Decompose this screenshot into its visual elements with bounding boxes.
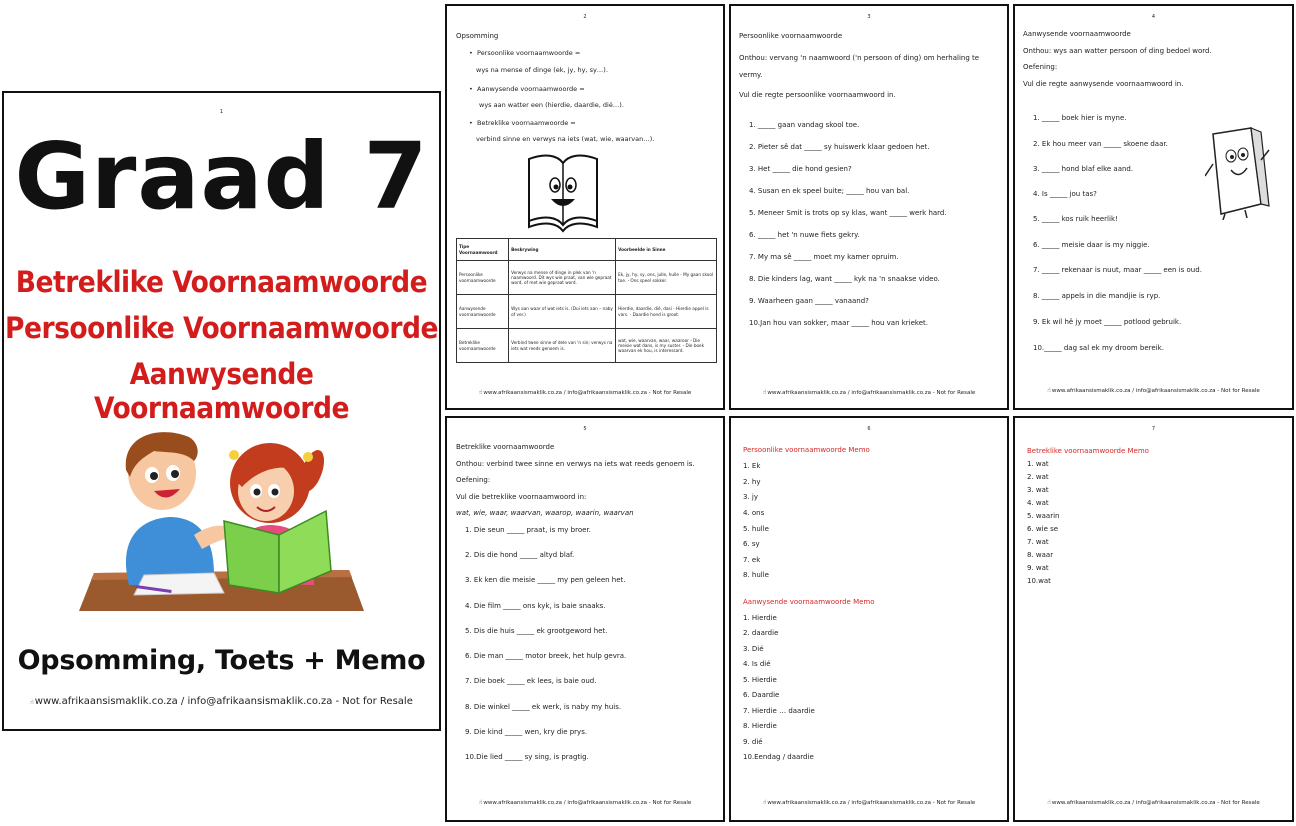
memo-answer: 10.wat bbox=[1027, 577, 1051, 585]
exercise-item: 2. Ek hou meer van _____ skoene daar. bbox=[1033, 140, 1168, 148]
memo-answer: 3. wat bbox=[1027, 486, 1049, 494]
memo-answer: 1. wat bbox=[1027, 460, 1049, 468]
summary-page bbox=[445, 4, 725, 410]
exercise-item: 8. Die winkel _____ ek werk, is naby my huis. bbox=[465, 703, 622, 711]
table-header: Voorbeelde in Sinne bbox=[616, 239, 717, 261]
page-number: 1 bbox=[219, 109, 224, 115]
page-heading: Aanwysende voornaamwoorde bbox=[1023, 30, 1131, 38]
cover-bottom-text: Opsomming, Toets + Memo bbox=[17, 645, 426, 676]
page-footer: ☝www.afrikaansismaklik.co.za / info@afrikaansismaklik.co.za - Not for Resale bbox=[478, 389, 692, 396]
exercise-item: 10.Die lied _____ sy sing, is pragtig. bbox=[465, 753, 589, 761]
memo-heading: Betreklike voornaamwoorde Memo bbox=[1027, 447, 1149, 455]
memo-answer: 8. waar bbox=[1027, 551, 1054, 559]
table-cell: Ek, jy, hy, sy, ons, julle, hulle - My gaan skool toe. - Ons speel sokker. bbox=[616, 261, 717, 295]
table-cell: wat, wie, waarvan, waar, waaroor - Die meisie wat dans, is my suster. - Die boek waarvan ek hou, is interessant. bbox=[616, 329, 717, 363]
page-footer: ☝www.afrikaansismaklik.co.za / info@afrikaansismaklik.co.za - Not for Resale bbox=[30, 696, 413, 707]
memo-answer: 2. daardie bbox=[743, 629, 779, 637]
exercise-item: 10.Jan hou van sokker, maar _____ hou van krieket. bbox=[749, 319, 929, 327]
instruction-text: Onthou: vervang 'n naamwoord ('n persoon of ding) om herhaling te bbox=[739, 54, 980, 62]
memo-answer: 2. wat bbox=[1027, 473, 1049, 481]
exercise-item: 7. _____ rekenaar is nuut, maar _____ een is oud. bbox=[1033, 266, 1202, 274]
memo-answer: 10.Eendag / daardie bbox=[743, 753, 814, 761]
hand-icon: ☝ bbox=[478, 799, 483, 806]
exercise-item: 7. Die boek _____ ek lees, is baie oud. bbox=[465, 677, 597, 685]
memo-answer: 7. ek bbox=[743, 556, 761, 564]
memo-answer: 1. Hierdie bbox=[743, 614, 777, 622]
exercise-item: 5. _____ kos ruik heerlik! bbox=[1033, 215, 1118, 223]
hand-icon: ☝ bbox=[762, 389, 767, 396]
memo-heading: Aanwysende voornaamwoorde Memo bbox=[743, 598, 875, 606]
hand-icon: ☝ bbox=[762, 799, 767, 806]
page-footer: ☝www.afrikaansismaklik.co.za / info@afrikaansismaklik.co.za - Not for Resale bbox=[1047, 387, 1260, 394]
hand-icon: ☝ bbox=[30, 699, 34, 706]
memo-answer: 6. Daardie bbox=[743, 691, 780, 699]
page-number: 5 bbox=[583, 426, 587, 432]
memo-answer: 3. Dié bbox=[743, 645, 764, 653]
exercise-item: 6. Die man _____ motor breek, het hulp gevra. bbox=[465, 652, 627, 660]
exercise-item: 9. Ek wil hê jy moet _____ potlood gebruik. bbox=[1033, 318, 1182, 326]
memo-answer: 9. dié bbox=[743, 738, 763, 746]
table-row bbox=[457, 261, 717, 295]
bullet-desc: wys na mense of dinge (ek, jy, hy, sy…). bbox=[476, 66, 608, 74]
exercise-item: 8. Die kinders lag, want _____ kyk na 'n snaakse video. bbox=[749, 275, 940, 283]
page-heading: Opsomming bbox=[456, 32, 499, 40]
cover-page bbox=[2, 91, 441, 731]
memo-answer: 5. hulle bbox=[743, 525, 769, 533]
section-label: Oefening: bbox=[1023, 63, 1058, 71]
exercise-item: 1. Die seun _____ praat, is my broer. bbox=[465, 526, 591, 534]
exercise-item: 10._____ dag sal ek my droom bereik. bbox=[1033, 344, 1164, 352]
table-cell: Aanwysende voornaamwoorde bbox=[457, 295, 509, 329]
table-header: Tipe Voornaamwoord bbox=[457, 239, 509, 261]
memo-answer: 8. Hierdie bbox=[743, 722, 777, 730]
exercise-item: 6. _____ het 'n nuwe fiets gekry. bbox=[749, 231, 860, 239]
cover-title: Graad 7 bbox=[14, 123, 429, 230]
exercise-item: 2. Pieter sê dat _____ sy huiswerk klaar gedoen het. bbox=[749, 143, 930, 151]
table-cell: Persoonlike voornaamwoorde bbox=[457, 261, 509, 295]
exercise-item: 1. _____ boek hier is myne. bbox=[1033, 114, 1127, 122]
page-number: 2 bbox=[583, 14, 587, 20]
memo-heading: Persoonlike voornaamwoorde Memo bbox=[743, 446, 870, 454]
memo-answer: 3. jy bbox=[743, 493, 758, 501]
instruction-text: Onthou: wys aan watter persoon of ding bedoel word. bbox=[1023, 47, 1212, 55]
table-cell: Hierdie, daardie, dié, dasi - Hierdie appel is vars. - Daardie hond is groot. bbox=[616, 295, 717, 329]
relative-pronouns-page bbox=[445, 416, 725, 822]
page-number: 4 bbox=[1151, 14, 1156, 20]
bullet-title: • Persoonlike voornaamwoorde = bbox=[477, 49, 580, 57]
bullet-desc: verbind sinne en verwys na iets (wat, wie, waarvan…). bbox=[476, 135, 655, 143]
exercise-item: 2. Dis die hond _____ altyd blaf. bbox=[465, 551, 575, 559]
word-bank: wat, wie, waar, waarvan, waarop, waarin, waarvan bbox=[456, 509, 634, 517]
cover-subtitle-2: Persoonlike Voornaamwoorde bbox=[5, 311, 438, 345]
instruction-text: Vul die regte aanwysende voornaamwoord in. bbox=[1023, 80, 1184, 88]
page-heading: Persoonlike voornaamwoorde bbox=[739, 32, 843, 40]
hand-icon: ☝ bbox=[1047, 387, 1051, 394]
table-row bbox=[457, 295, 717, 329]
cover-subtitle-3: Aanwysende Voornaamwoorde bbox=[94, 357, 349, 425]
table-cell: Verbind twee sinne of dele van 'n sin; verwys na iets wat reeds genoem is. bbox=[509, 329, 616, 363]
table-header: Beskrywing bbox=[509, 239, 616, 261]
instruction-text: Onthou: verbind twee sinne en verwys na iets wat reeds genoem is. bbox=[456, 460, 695, 468]
page-footer: ☝www.afrikaansismaklik.co.za / info@afrikaansismaklik.co.za - Not for Resale bbox=[762, 389, 976, 396]
exercise-item: 3. _____ hond blaf elke aand. bbox=[1033, 165, 1134, 173]
exercise-item: 6. _____ meisie daar is my niggie. bbox=[1033, 241, 1150, 249]
table-cell: Betreklike voornaamwoorde bbox=[457, 329, 509, 363]
exercise-item: 9. Die kind _____ wen, kry die prys. bbox=[465, 728, 588, 736]
bullet-title: • Aanwysende voornaamwoorde = bbox=[477, 85, 585, 93]
page-number: 7 bbox=[1151, 426, 1156, 432]
exercise-item: 5. Meneer Smit is trots op sy klas, want _____ werk hard. bbox=[749, 209, 947, 217]
memo-answer: 6. sy bbox=[743, 540, 760, 548]
hand-icon: ☝ bbox=[1047, 799, 1051, 806]
memo-answer: 4. ons bbox=[743, 509, 765, 517]
memo-answer: 2. hy bbox=[743, 478, 761, 486]
page-heading: Betreklike voornaamwoorde bbox=[456, 443, 555, 451]
table-cell: Wys aan waar of wat iets is. (Dui iets aan – naby of ver.) bbox=[509, 295, 616, 329]
memo-answer: 1. Ek bbox=[743, 462, 761, 470]
page-footer: ☝www.afrikaansismaklik.co.za / info@afrikaansismaklik.co.za - Not for Resale bbox=[478, 799, 692, 806]
exercise-item: 1. _____ gaan vandag skool toe. bbox=[749, 121, 860, 129]
memo-page-1 bbox=[729, 416, 1009, 822]
memo-answer: 5. Hierdie bbox=[743, 676, 777, 684]
memo-answer: 8. hulle bbox=[743, 571, 769, 579]
memo-answer: 5. waarin bbox=[1027, 512, 1060, 520]
memo-answer: 4. Is dié bbox=[743, 660, 771, 668]
page-number: 3 bbox=[867, 14, 871, 20]
instruction-text: vermy. bbox=[739, 71, 763, 79]
exercise-item: 4. Susan en ek speel buite; _____ hou van bal. bbox=[749, 187, 910, 195]
memo-answer: 7. Hierdie … daardie bbox=[743, 707, 815, 715]
page-number: 6 bbox=[867, 426, 871, 432]
exercise-item: 4. Is _____ jou tas? bbox=[1033, 190, 1097, 198]
bullet-desc: wys aan watter een (hierdie, daardie, dié…). bbox=[479, 101, 624, 109]
exercise-item: 7. My ma sê _____ moet my kamer opruim. bbox=[749, 253, 899, 261]
memo-answer: 6. wie se bbox=[1027, 525, 1059, 533]
book-character-illustration bbox=[1205, 124, 1271, 220]
instruction-text: Vul die regte persoonlike voornaamwoord in. bbox=[739, 91, 896, 99]
summary-table bbox=[456, 238, 717, 363]
memo-answer: 9. wat bbox=[1027, 564, 1049, 572]
table-cell: Verwys na mense of dinge in plek van 'n naamwoord. Dit wys wie praat, van wie gepraat word, of met wie gepraat word. bbox=[509, 261, 616, 295]
kids-reading-illustration bbox=[74, 425, 374, 615]
exercise-item: 9. Waarheen gaan _____ vanaand? bbox=[749, 297, 869, 305]
memo-answer: 7. wat bbox=[1027, 538, 1049, 546]
book-mascot-illustration bbox=[525, 151, 601, 233]
demonstrative-pronouns-page bbox=[1013, 4, 1294, 410]
memo-answer: 4. wat bbox=[1027, 499, 1049, 507]
hand-icon: ☝ bbox=[478, 389, 483, 396]
cover-subtitle-1: Betreklike Voornaamwoorde bbox=[15, 265, 428, 299]
page-footer: ☝www.afrikaansismaklik.co.za / info@afrikaansismaklik.co.za - Not for Resale bbox=[762, 799, 976, 806]
exercise-item: 5. Dis die huis _____ ek grootgeword het. bbox=[465, 627, 608, 635]
exercise-item: 3. Het _____ die hond gesien? bbox=[749, 165, 852, 173]
exercise-item: 8. _____ appels in die mandjie is ryp. bbox=[1033, 292, 1161, 300]
bullet-title: • Betreklike voornaamwoorde = bbox=[477, 119, 576, 127]
exercise-item: 4. Die film _____ ons kyk, is baie snaaks. bbox=[465, 602, 606, 610]
personal-pronouns-page bbox=[729, 4, 1009, 410]
exercise-item: 3. Ek ken die meisie _____ my pen geleen het. bbox=[465, 576, 626, 584]
instruction-text: Vul die betreklike voornaamwoord in: bbox=[456, 493, 587, 501]
table-row bbox=[457, 329, 717, 363]
memo-page-2 bbox=[1013, 416, 1294, 822]
page-footer: ☝www.afrikaansismaklik.co.za / info@afrikaansismaklik.co.za - Not for Resale bbox=[1047, 799, 1260, 806]
section-label: Oefening: bbox=[456, 476, 491, 484]
